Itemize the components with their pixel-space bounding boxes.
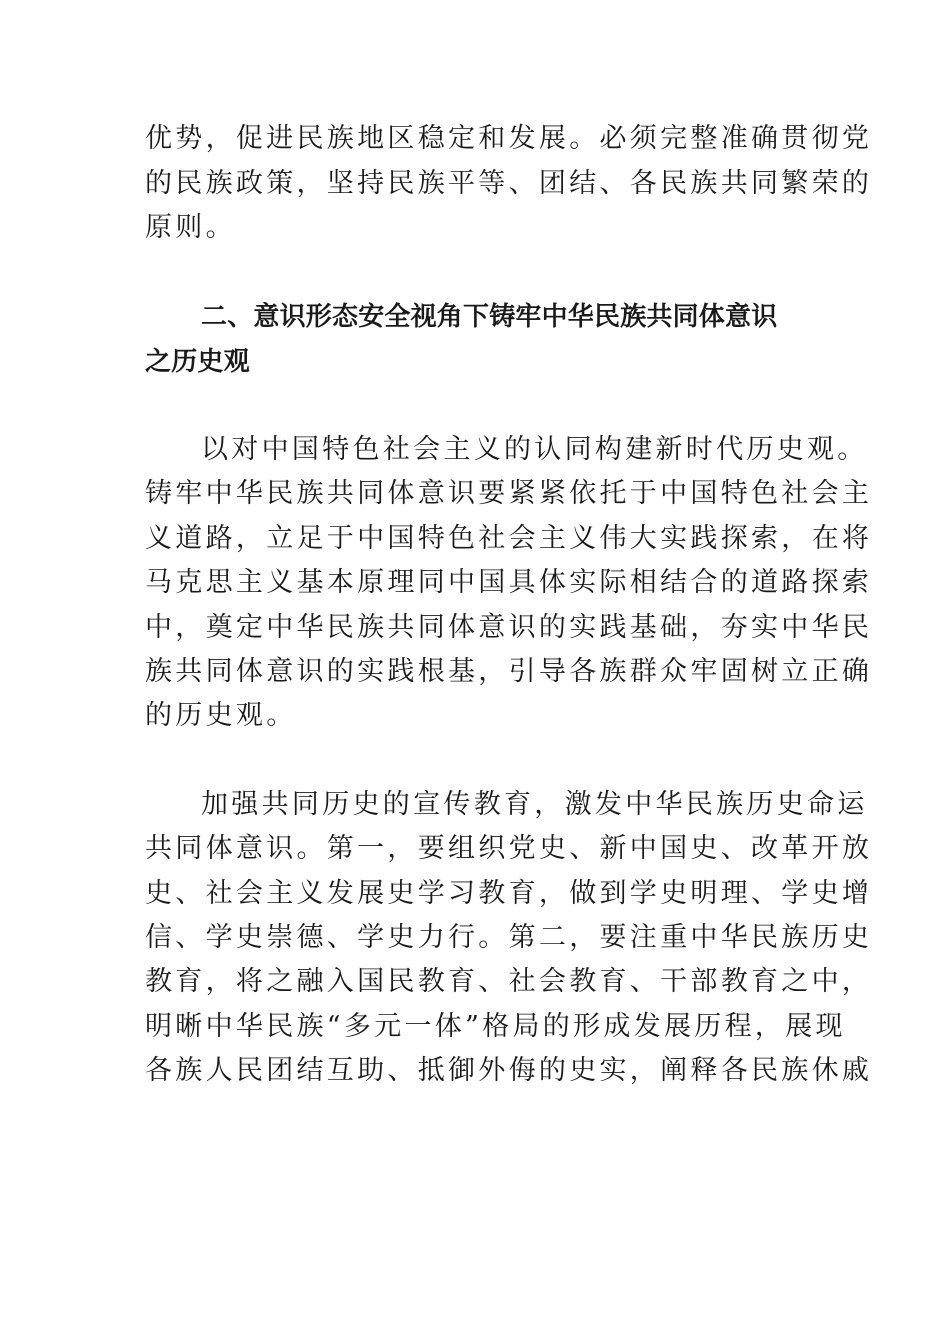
paragraph-line: 共同体意识。第一，要组织党史、新中国史、改革开放 [145, 833, 873, 864]
paragraph-line: 族共同体意识的实践根基，引导各族群众牢固树立正确 [145, 656, 873, 687]
paragraph-line: 铸牢中华民族共同体意识要紧紧依托于中国特色社会主 [145, 478, 873, 509]
paragraph-line: 的民族政策，坚持民族平等、团结、各民族共同繁荣的 [145, 168, 873, 199]
paragraph-line: 史、社会主义发展史学习教育，做到学史明理、学史增 [145, 878, 873, 909]
paragraph-line: 信、学史崇德、学史力行。第二，要注重中华民族历史 [145, 922, 873, 953]
paragraph-line: 的历史观。 [145, 700, 297, 731]
paragraph-line: 优势，促进民族地区稳定和发展。必须完整准确贯彻党 [145, 123, 873, 154]
paragraph-line: 以对中国特色社会主义的认同构建新时代历史观。 [201, 434, 868, 465]
paragraph-line: 教育，将之融入国民教育、社会教育、干部教育之中， [145, 966, 873, 997]
heading-line: 二、意识形态安全视角下铸牢中华民族共同体意识 [201, 302, 778, 332]
paragraph-line: 各族人民团结互助、抵御外侮的史实，阐释各民族休戚 [145, 1055, 873, 1086]
heading-line: 之历史观 [145, 347, 250, 377]
paragraph-line: 原则。 [145, 212, 236, 243]
paragraph-line: 马克思主义基本原理同中国具体实际相结合的道路探索 [145, 567, 873, 598]
paragraph-line: 明晰中华民族“多元一体”格局的形成发展历程，展现 [145, 1011, 846, 1042]
paragraph-line: 中，奠定中华民族共同体意识的实践基础，夯实中华民 [145, 612, 873, 643]
paragraph-line: 加强共同历史的宣传教育，激发中华民族历史命运 [201, 789, 868, 820]
paragraph-line: 义道路，立足于中国特色社会主义伟大实践探索，在将 [145, 523, 873, 554]
